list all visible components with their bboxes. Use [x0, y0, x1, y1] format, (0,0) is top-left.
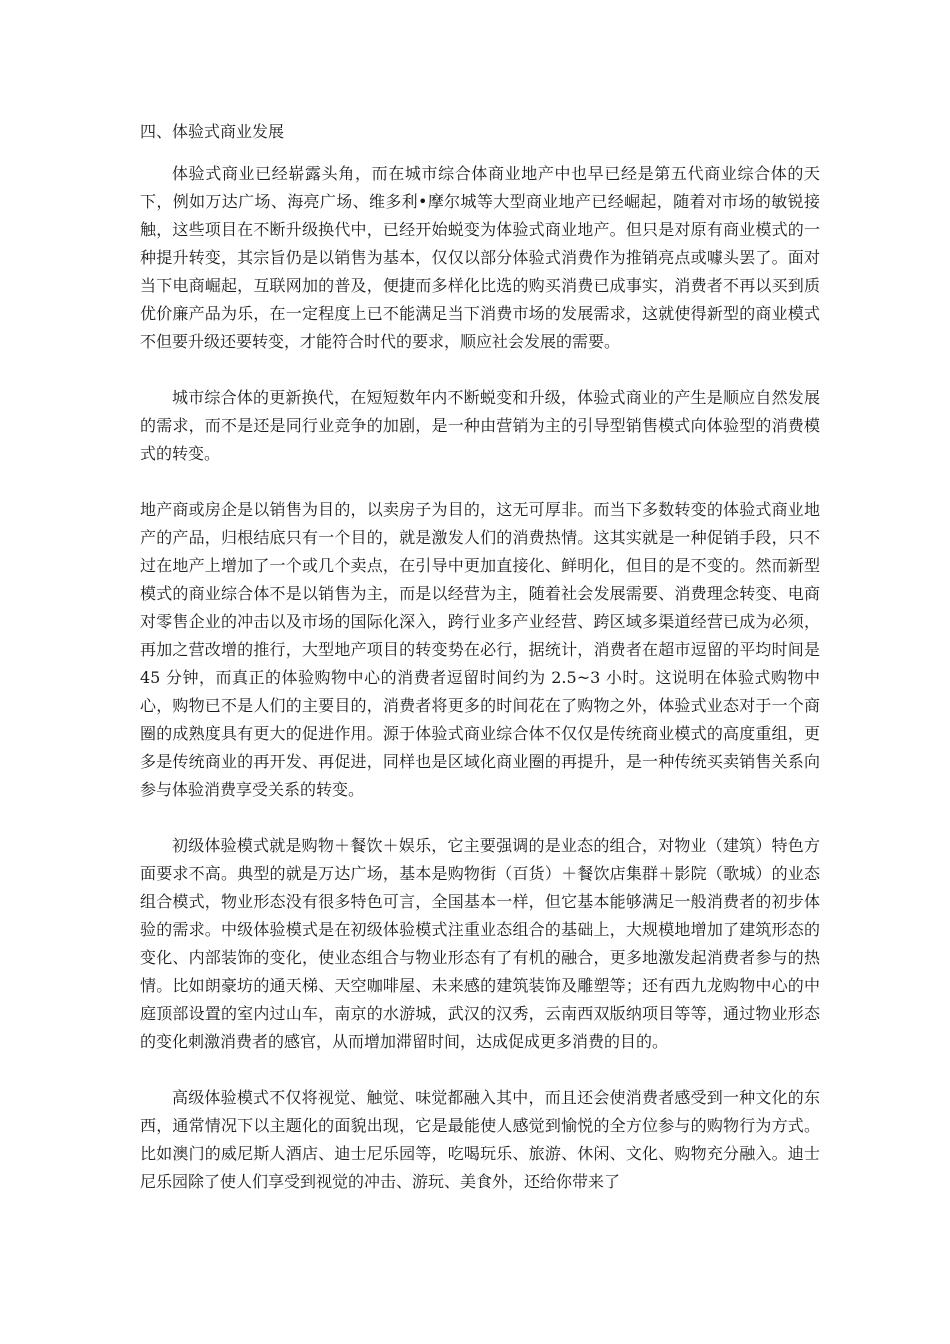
paragraph-developer-goals: 地产商或房企是以销售为目的，以卖房子为目的，这无可厚非。而当下多数转变的体验式商业地产的产品，归根结底只有一个目的，就是激发人们的消费热情。这其实就是一种促销手段，只不过在地产上增加了一个或几个卖点，在引导中更加直接化、鲜明化，但目的是不变的。然而新型模式的商业综合体不是以销售为主，而是以经营为主，随着社会发展需要、消费理念转变、电商对零售企业的冲击以及市场的国际化深入，跨行业多产业经营、跨区域多渠道经营已成为必须，再加之营改增的推行，大型地产项目的转变势在必行，据统计，消费者在超市逗留的平均时间是 45 分钟，而真正的体验购物中心的消费者逗留时间约为 2.5~3 小时。这说明在体验式购物中心，购物已不是人们的主要目的，消费者将更多的时间花在了购物之外，体验式业态对于一个商圈的成熟度具有更大的促进作用。源于体验式商业综合体不仅仅是传统商业模式的高度重组，更多是传统商业的再开发、再促进，同样也是区域化商业圈的再提升，是一种传统买卖销售关系向参与体验消费享受关系的转变。 [140, 500, 820, 799]
paragraph-complex-evolution: 城市综合体的更新换代，在短短数年内不断蜕变和升级，体验式商业的产生是顺应自然发展的需求，而不是还是同行业竞争的加剧，是一种由营销为主的引导型销售模式向体验型的消费模式的转变。 [140, 388, 820, 463]
paragraph-primary-intermediate-models: 初级体验模式就是购物＋餐饮＋娱乐，它主要强调的是业态的组合，对物业（建筑）特色方面要求不高。典型的就是万达广场，基本是购物街（百货）＋餐饮店集群＋影院（歌城）的业态组合模式，物业形态没有很多特色可言，全国基本一样，但它基本能够满足一般消费者的初步体验的需求。中级体验模式是在初级体验模式注重业态组合的基础上，大规模地增加了建筑形态的变化、内部装饰的变化，使业态组合与物业形态有了有机的融合，更多地激发起消费者参与的热情。比如朗豪坊的通天梯、天空咖啡屋、未来感的建筑装饰及雕塑等；还有西九龙购物中心的中庭顶部设置的室内过山车，南京的水游城，武汉的汉秀，云南西双版纳项目等等，通过物业形态的变化刺激消费者的感官，从而增加滞留时间，达成促成更多消费的目的。 [140, 836, 820, 1051]
section-heading: 四、体验式商业发展 [140, 122, 285, 141]
document-body [140, 118, 820, 1196]
paragraph-experiential-commerce-intro: 体验式商业已经崭露头角，而在城市综合体商业地产中也早已经是第五代商业综合体的天下，例如万达广场、海亮广场、维多利•摩尔城等大型商业地产已经崛起，随着对市场的敏锐接触，这些项目在不断升级换代中，已经开始蜕变为体验式商业地产。但只是对原有商业模式的一种提升转变，其宗旨仍是以销售为基本，仅仅以部分体验式消费作为推销亮点或噱头罢了。面对当下电商崛起，互联网加的普及，便捷而多样化比选的购买消费已成事实，消费者不再以买到质优价廉产品为乐，在一定程度上已不能满足当下消费市场的发展需求，这就使得新型的商业模式不但要升级还要转变，才能符合时代的要求，顺应社会发展的需要。 [140, 164, 820, 351]
paragraph-advanced-model: 高级体验模式不仅将视觉、触觉、味觉都融入其中，而且还会使消费者感受到一种文化的东西，通常情况下以主题化的面貌出现，它是最能使人感觉到愉悦的全方位参与的购物行为方式。比如澳门的威尼斯人酒店、迪士尼乐园等，吃喝玩乐、旅游、休闲、文化、购物充分融入。迪士尼乐园除了使人们享受到视觉的冲击、游玩、美食外，还给你带来了 [140, 1088, 820, 1191]
